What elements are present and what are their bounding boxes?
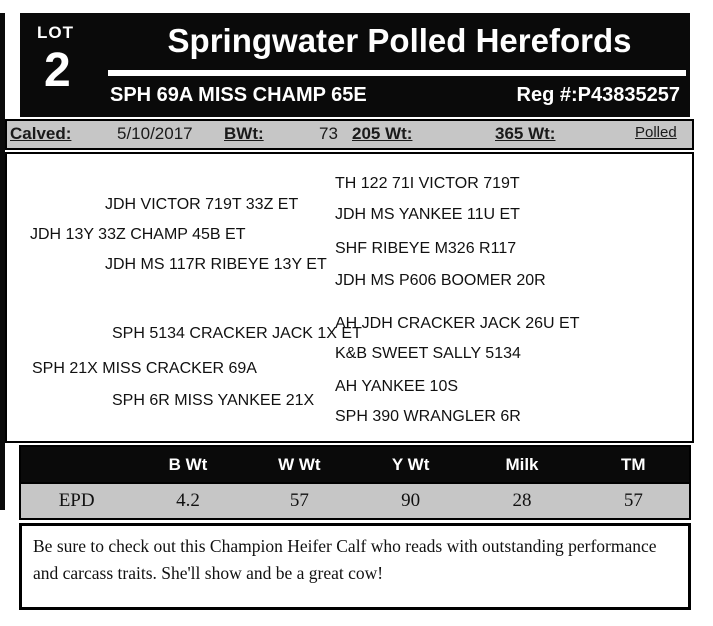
epd-value-bwt: 4.2 — [176, 490, 200, 511]
epd-header-row — [21, 447, 689, 482]
lot-label: LOT — [37, 23, 74, 42]
pedigree-sire-sire-sire: TH 122 71I VICTOR 719T — [335, 175, 520, 192]
pedigree-dam-sire-sire: AH JDH CRACKER JACK 26U ET — [335, 315, 580, 332]
horn-status: Polled — [635, 124, 677, 141]
comments-text: Be sure to check out this Champion Heifer Calf who reads with outstanding performance and carcass traits. She'll show and be a great cow! — [33, 536, 657, 584]
epd-header-ywt: Y Wt — [391, 454, 430, 474]
info-bar — [5, 119, 694, 150]
birth-weight-label: BWt: — [224, 124, 264, 143]
epd-header-milk: Milk — [505, 454, 539, 474]
pedigree-dam-sire: SPH 5134 CRACKER JACK 1X ET — [112, 325, 362, 342]
pedigree-sire-sire: JDH VICTOR 719T 33Z ET — [105, 196, 299, 213]
pedigree-sire-dam: JDH MS 117R RIBEYE 13Y ET — [105, 256, 327, 273]
pedigree-dam-dam-dam: SPH 390 WRANGLER 6R — [335, 408, 521, 425]
animal-id: SPH 69A MISS CHAMP 65E — [110, 84, 367, 106]
epd-value-ywt: 90 — [401, 490, 421, 511]
lot-number: 2 — [44, 44, 71, 97]
epd-table — [19, 445, 691, 520]
epd-value-tm: 57 — [623, 490, 643, 511]
epd-header-tm: TM — [621, 454, 646, 474]
epd-row-label: EPD — [58, 490, 95, 511]
pedigree-sire-dam-dam: JDH MS P606 BOOMER 20R — [335, 272, 546, 289]
epd-header-bwt: B Wt — [168, 454, 208, 474]
epd-header-wwt: W Wt — [278, 454, 321, 474]
pedigree-dam-sire-dam: K&B SWEET SALLY 5134 — [335, 345, 521, 362]
registration-number: Reg #:P43835257 — [516, 84, 680, 106]
pedigree-dam: SPH 21X MISS CRACKER 69A — [32, 360, 257, 377]
pedigree-sire-dam-sire: SHF RIBEYE M326 R117 — [335, 240, 517, 257]
calved-label: Calved: — [10, 124, 72, 143]
comments-box — [19, 523, 691, 610]
pedigree-dam-dam: SPH 6R MISS YANKEE 21X — [112, 392, 315, 409]
epd-value-milk: 28 — [512, 490, 532, 511]
title-divider-rule — [108, 70, 686, 76]
epd-value-row — [21, 482, 689, 518]
epd-value-wwt: 57 — [289, 490, 309, 511]
birth-weight-value: 73 — [319, 124, 338, 143]
pedigree-dam-dam-sire: AH YANKEE 10S — [335, 378, 459, 395]
pedigree-box — [5, 152, 694, 443]
weight-205-label: 205 Wt: — [352, 124, 413, 143]
weight-365-label: 365 Wt: — [495, 124, 556, 143]
header-block — [20, 13, 690, 117]
ranch-title: Springwater Polled Herefords — [167, 22, 632, 59]
subheader-row — [110, 84, 680, 107]
calved-value: 5/10/2017 — [117, 124, 193, 143]
pedigree-sire: JDH 13Y 33Z CHAMP 45B ET — [30, 226, 246, 243]
pedigree-sire-sire-dam: JDH MS YANKEE 11U ET — [335, 206, 520, 223]
